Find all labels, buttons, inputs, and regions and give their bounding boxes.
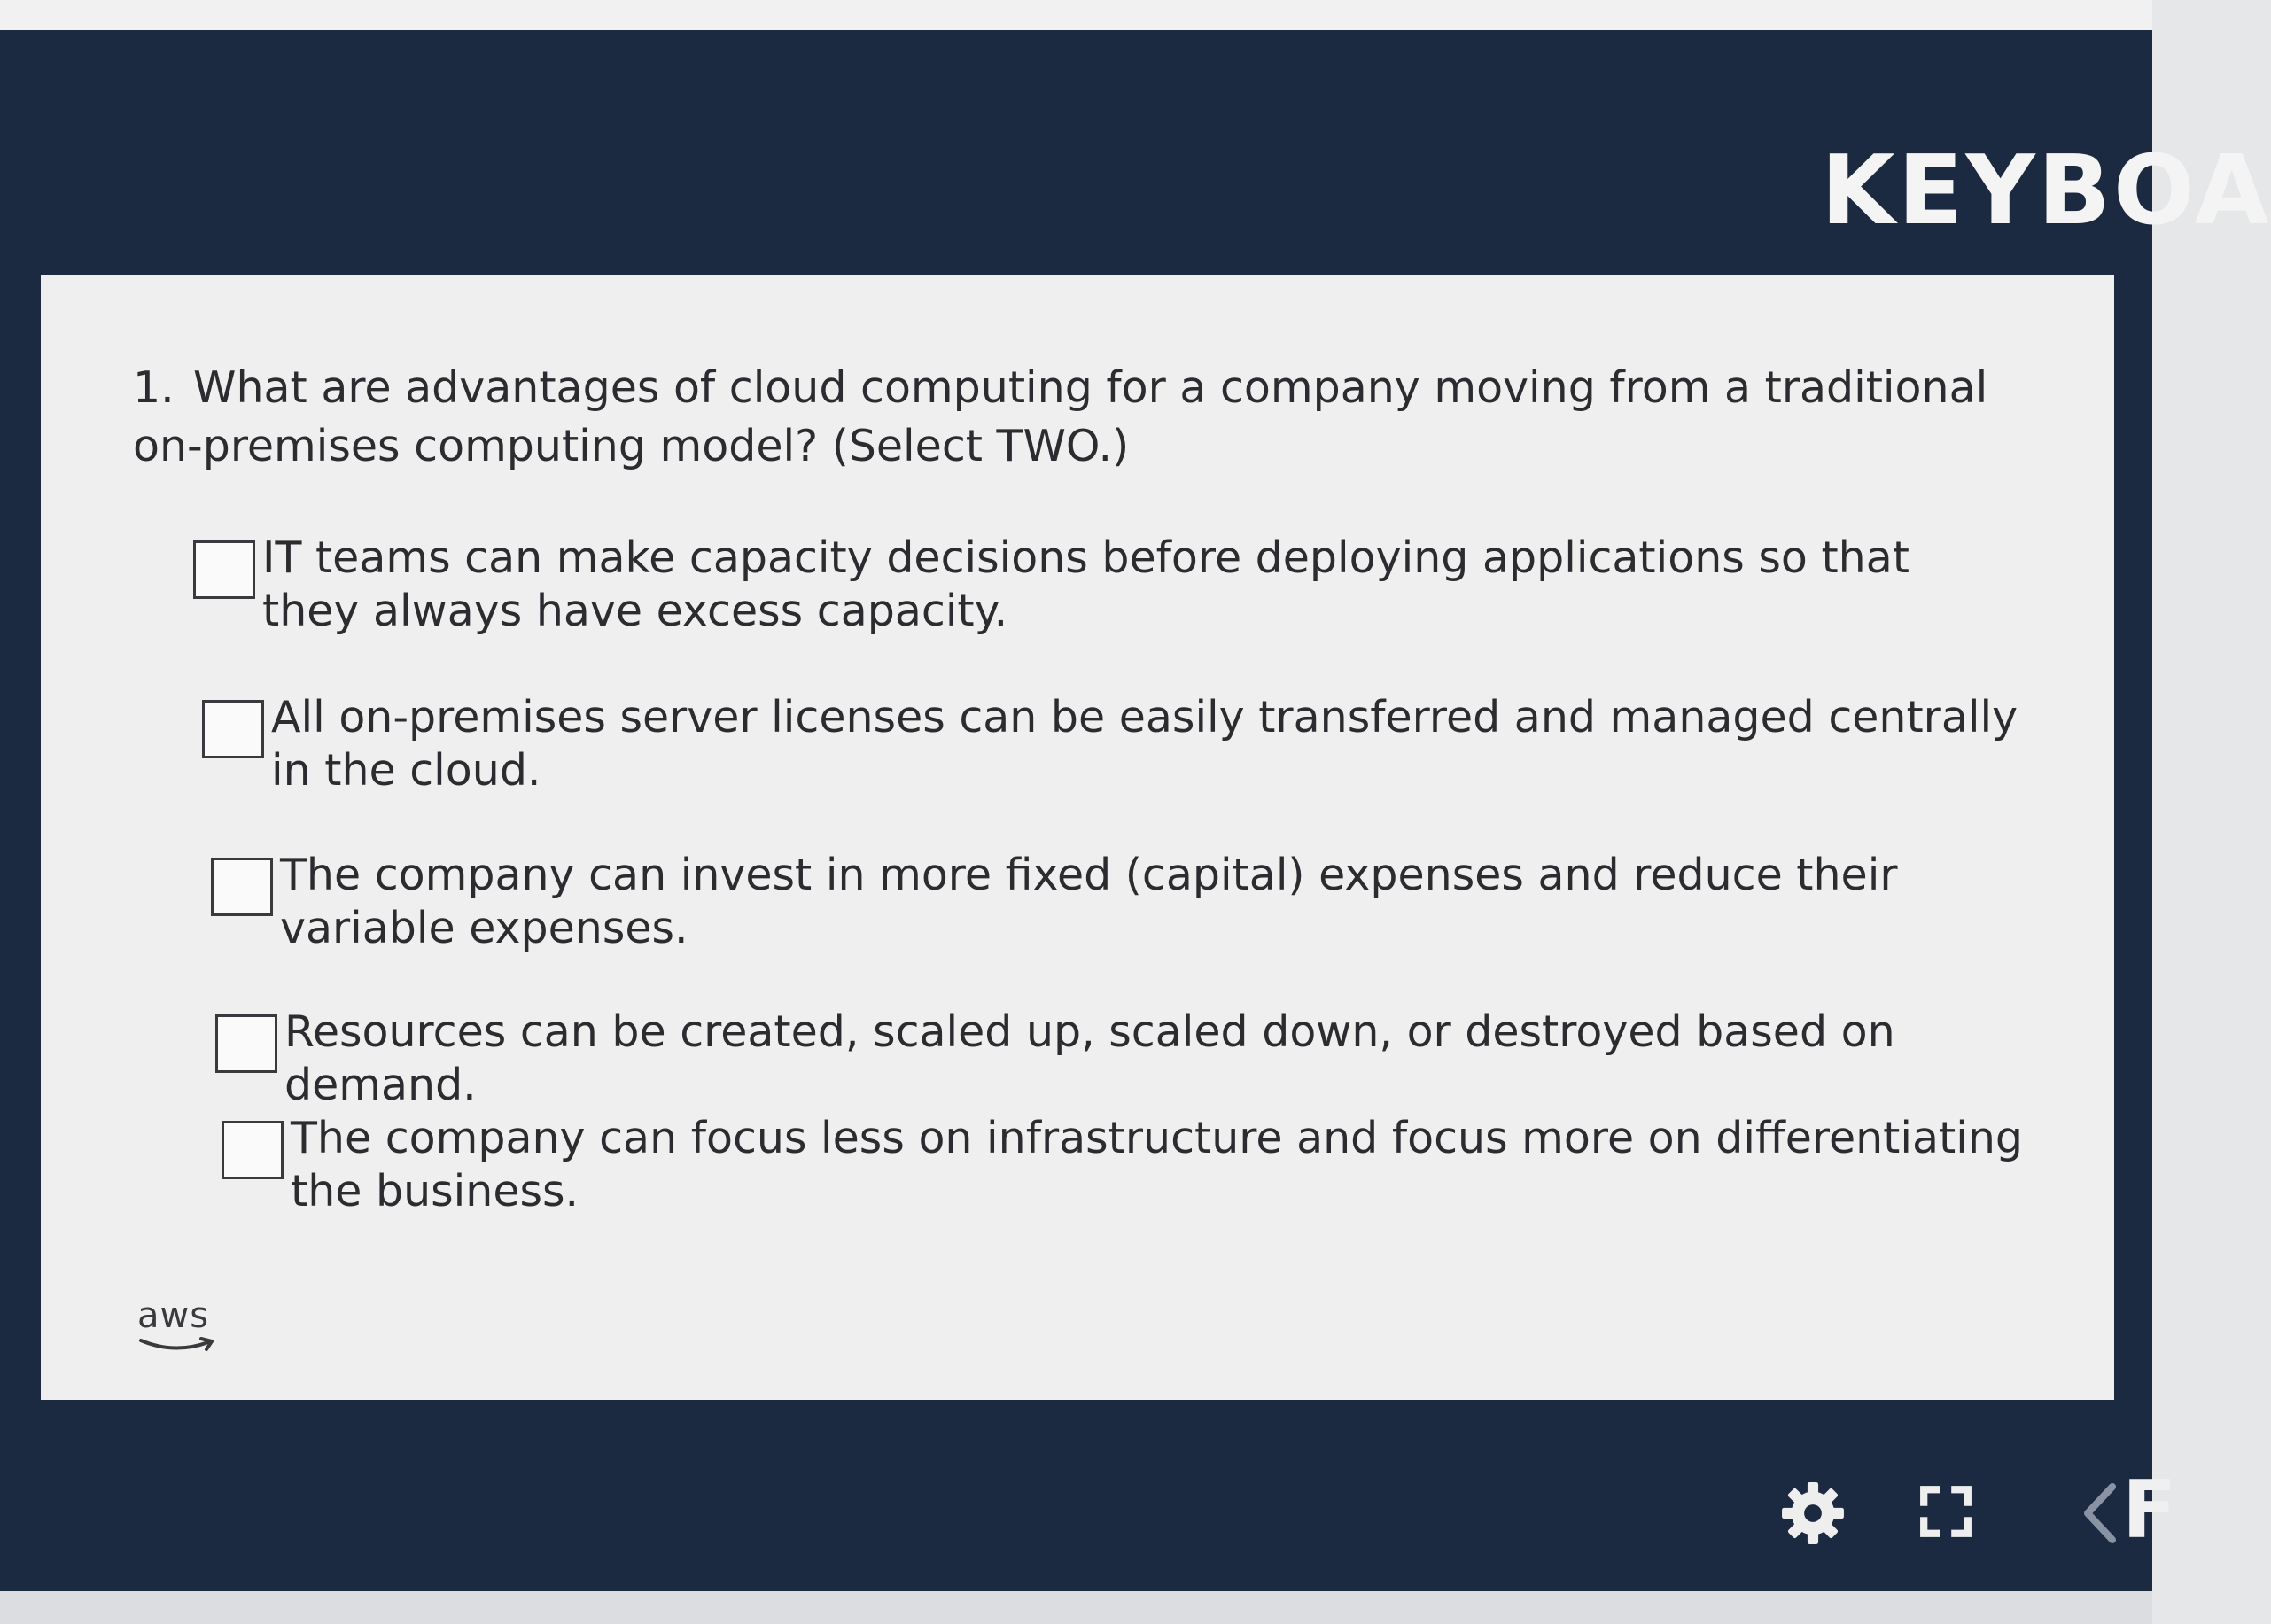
answer-option-2[interactable] <box>202 691 2026 797</box>
gear-icon[interactable] <box>1779 1480 1847 1547</box>
answer-option-label: Resources can be created, scaled up, scaled down, or destroyed based on demand. <box>284 1006 1895 1110</box>
aws-logo <box>137 1295 226 1360</box>
answer-checkbox-1[interactable] <box>193 540 255 599</box>
answer-checkbox-5[interactable] <box>222 1121 284 1179</box>
chevron-left-icon[interactable] <box>2073 1478 2127 1549</box>
answer-option-label: IT teams can make capacity decisions before deploying applications so that they always have excess capacity. <box>262 532 1909 636</box>
answer-checkbox-3[interactable] <box>211 858 273 916</box>
question-text: What are advantages of cloud computing for a company moving from a traditional on-premises computing model? (Select TWO.) <box>133 362 1988 471</box>
answer-option-label: All on-premises server licenses can be easily transferred and managed centrally in the cloud. <box>271 692 2018 796</box>
edge-cutoff-label: F <box>2122 1464 2177 1557</box>
answer-option-4[interactable] <box>215 1006 2039 1112</box>
answer-option-1[interactable] <box>193 532 2017 638</box>
question-number: 1. <box>133 362 175 413</box>
answer-checkbox-4[interactable] <box>215 1014 277 1073</box>
answer-checkbox-2[interactable] <box>202 700 264 758</box>
fullscreen-icon[interactable] <box>1918 1484 1973 1539</box>
page-header-title: KEYBOA <box>1821 136 2271 246</box>
answer-option-label: The company can focus less on infrastructure and focus more on differentiating the business. <box>291 1113 2024 1216</box>
answer-option-3[interactable] <box>211 849 2034 955</box>
answer-option-label: The company can invest in more fixed (capital) expenses and reduce their variable expenses. <box>280 850 1898 953</box>
question-text-block <box>133 359 2020 476</box>
answer-option-5[interactable] <box>222 1112 2045 1218</box>
aws-smile-icon <box>139 1335 219 1356</box>
bottom-bezel <box>0 1591 2152 1624</box>
aws-logo-text: aws <box>137 1295 210 1336</box>
